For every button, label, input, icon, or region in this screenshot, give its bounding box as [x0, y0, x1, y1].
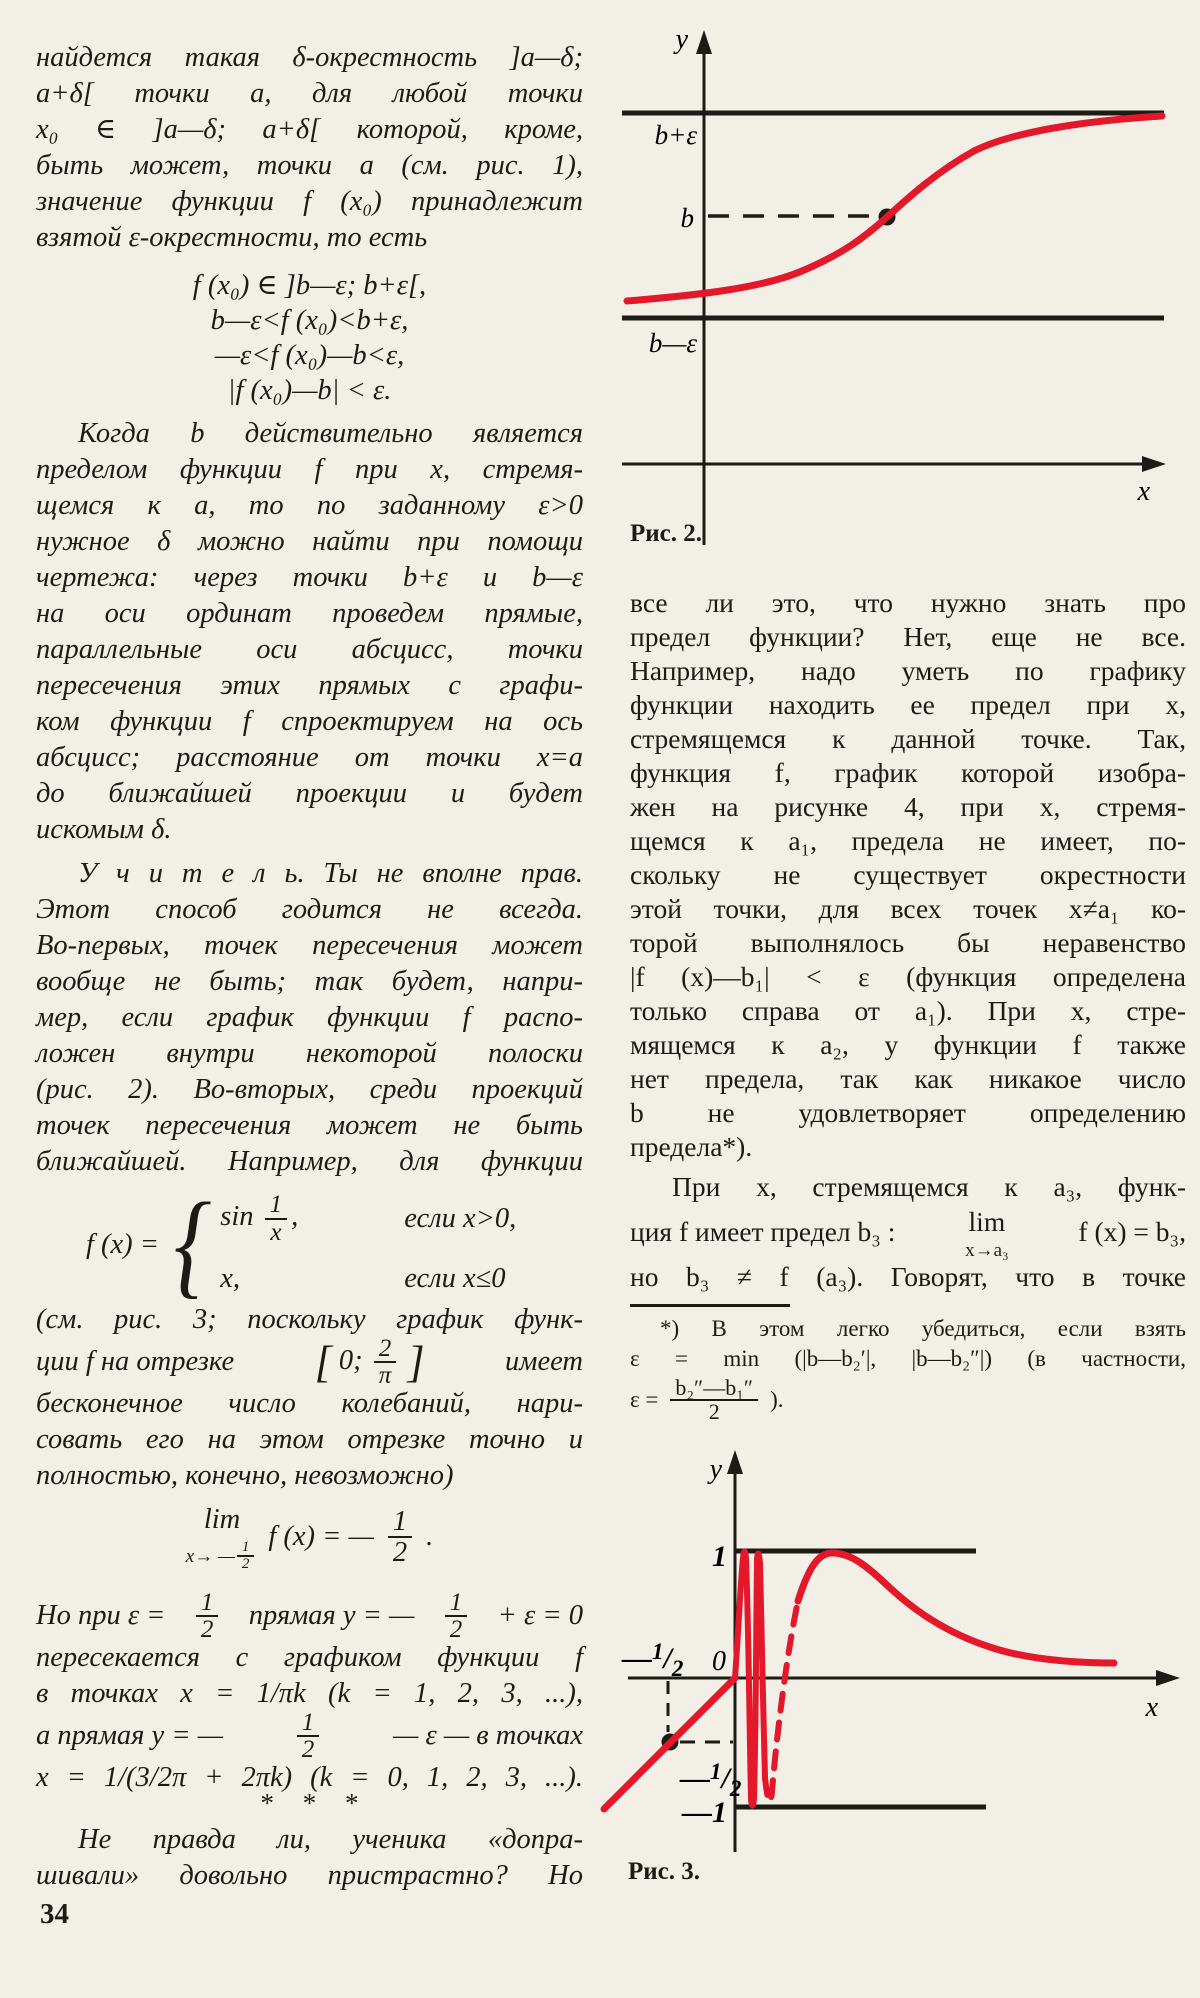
fig3-x-axis-arrow — [1156, 1670, 1180, 1686]
fig2-x-label: x — [1137, 476, 1150, 507]
piecewise-case2-expression: x, — [220, 1263, 241, 1294]
epsilon-line-2: а прямая y = — 1 2 — ε — в точках — [36, 1708, 583, 1763]
text-line: но b₃ ≠ f (a₃). Говорят, что в точке — [630, 1261, 1186, 1292]
text-line: (рис. 2). Во-вторых, среди проекций — [36, 1074, 583, 1105]
formula-block-epsilon — [36, 268, 583, 408]
text-line: пересечения этих прямых с графи- — [36, 670, 583, 701]
right-paragraph-1 — [630, 586, 1186, 1164]
section-divider-stars: * * * — [260, 1788, 359, 1818]
text-line: абсцисс; расстояние от точки x=a — [36, 742, 583, 773]
segment-line — [36, 1334, 583, 1389]
text-line: нужное δ можно найти при помощи — [36, 526, 583, 557]
text-line: a+δ[ точки a, для любой точки — [36, 78, 583, 109]
fraction-2-over-pi: $\frac{2}{\pi}$ — [374, 1336, 397, 1389]
text-line: бесконечное число колебаний, нари- — [36, 1388, 583, 1419]
fig3-arch-curve — [798, 1553, 1114, 1663]
text-line: вообще не быть; так будет, напри- — [36, 966, 583, 997]
fraction-one-half: 1 2 — [297, 1710, 320, 1763]
text-line: мящемся к a₂, у функции f также — [630, 1029, 1186, 1060]
text-line: щемся к a, то по заданному ε>0 — [36, 490, 583, 521]
segment-pre: ции f на отрезке — [36, 1346, 235, 1377]
text-line: на оси ординат проведем прямые, — [36, 598, 583, 629]
lim-subscript: x→ — 1 2 — [186, 1540, 259, 1573]
text-line: функция f, график которой изобра- — [630, 757, 1186, 788]
limit-line-b3 — [630, 1204, 1186, 1260]
text-line: Не правда ли, ученика «допра- — [78, 1824, 583, 1855]
text-line: Этот способ годится не всегда. — [36, 894, 583, 925]
figure-2-plot — [560, 18, 1200, 578]
right-bracket: ] — [407, 1337, 425, 1386]
fraction-b-primes: $\frac{\text{b₂″—b₁″}}{2}$ — [670, 1377, 758, 1424]
page-number: 34 — [40, 1898, 69, 1930]
lim-line-post: f (x) = b₃, — [1078, 1216, 1186, 1247]
text-line: торой выполнялось бы неравенство — [630, 927, 1186, 958]
fraction-one-half: 1 2 — [388, 1507, 412, 1567]
piecewise-rows — [220, 1192, 516, 1297]
text-line: нет предела, так как никакое число — [630, 1063, 1186, 1094]
text-line: пересекается с графиком функции f — [36, 1642, 583, 1673]
fig3-x-label: x — [1145, 1692, 1158, 1723]
text-line: предел функции? Нет, еще не все. — [630, 621, 1186, 652]
fig2-y-label: y — [675, 24, 688, 55]
segment-interval — [315, 1336, 425, 1389]
footnote-line: *) В этом легко убедиться, если взять — [660, 1316, 1186, 1341]
text-line: чертежа: через точки b+ε и b—ε — [36, 562, 583, 593]
text-line: Во-первых, точек пересечения может — [36, 930, 583, 961]
left-bracket: [ — [314, 1337, 332, 1386]
fig2-function-curve — [627, 116, 1162, 301]
epsilon-line: Но при ε = $\frac{1}{2}$ прямая y = — 1 2 + ε = 0 — [36, 1588, 583, 1643]
text-line: до ближайшей проекции и будет — [36, 778, 583, 809]
lim-subscript: x→a₃ — [965, 1239, 1009, 1261]
text-line: ближайшей. Например, для функции — [36, 1146, 583, 1177]
piecewise-brace: { — [173, 1178, 212, 1310]
text-line: пределом функции f при x, стремя- — [36, 454, 583, 485]
fraction-1-over-x: $\frac{1}{x}$ — [265, 1192, 288, 1245]
text-line: все ли это, что нужно знать про — [630, 587, 1186, 618]
footnote-line: ε = min (|b—b₂′|, |b—b₂″|) (в частности, — [630, 1346, 1186, 1371]
piecewise-case1-expression: sin $\frac{1}{x}$ , — [220, 1191, 299, 1246]
piecewise-body — [86, 1178, 583, 1310]
piecewise-case1-condition: если x>0, — [404, 1202, 517, 1234]
text-line: щемся к a₁, предела не имеет, по- — [630, 825, 1186, 856]
text-line: этой точки, для всех точек x≠a₁ ко- — [630, 893, 1186, 924]
text-line: У ч и т е л ь. Ты не вполне прав. — [78, 858, 583, 889]
segment-post: имеет — [505, 1346, 583, 1377]
text-line: точек пересечения может не быть — [36, 1110, 583, 1141]
fig2-b-plus-eps-label: b+ε — [654, 120, 697, 150]
lim-word: lim — [203, 1504, 241, 1535]
piecewise-lhs: f (x) = — [86, 1228, 160, 1260]
text-line: полностью, конечно, невозможно) — [36, 1460, 454, 1491]
fig3-dashed-oscillation-rise — [765, 1601, 798, 1801]
text-line: жен на рисунке 4, при x, стремя- — [630, 791, 1186, 822]
fig3-label-minus-half-top: $—^1/_2$ — [622, 1639, 684, 1681]
fig3-label-minus-half-bottom: $—^1/_2$ — [680, 1759, 742, 1801]
figure-3-caption: Рис. 3. — [628, 1858, 701, 1885]
lim-mid: f (x) = — — [268, 1521, 374, 1553]
fig3-label-1: 1 — [712, 1540, 727, 1573]
text-line: —ε<f (x₀)—b<ε, — [214, 340, 405, 371]
text-line: быть может, точки a (см. рис. 1), — [36, 150, 583, 181]
text-line: При x, стремящемся к a₃, функ- — [672, 1171, 1186, 1202]
fig3-y-axis-arrow — [727, 1450, 743, 1474]
text-line: параллельные оси абсцисс, точки — [36, 634, 583, 665]
text-line: |f (x₀)—b| < ε. — [227, 375, 392, 406]
left-paragraph-3 — [36, 856, 583, 1180]
fig3-label-minus-1: —1 — [682, 1796, 727, 1829]
fraction-one-half: $\frac{1}{2}$ — [196, 1590, 219, 1643]
text-line: взятой ε-окрестности, то есть — [36, 222, 428, 253]
lim-word: lim — [968, 1205, 1006, 1237]
footnote-fraction-line: ε = $\frac{\text{b₂″—b₁″}}{2}$ ). — [630, 1374, 784, 1424]
fig2-x-axis-arrow — [1142, 456, 1166, 472]
fig2-y-axis-arrow — [696, 30, 712, 54]
text-line: в точках x = 1/πk (k = 1, 2, 3, ...), — [36, 1678, 583, 1709]
fraction-sub-half: 1 2 — [237, 1540, 255, 1573]
text-line: f (x₀) ∈ ]b—ε; b+ε[, — [192, 270, 427, 301]
fig3-y-label: y — [709, 1454, 722, 1485]
right-paragraph-2 — [630, 1170, 1186, 1294]
text-line: значение функции f (x₀) принадлежит — [36, 186, 583, 217]
text-line: ложен внутри некоторой полоски — [36, 1038, 583, 1069]
left-paragraph-2 — [36, 416, 583, 848]
text-line: искомым δ. — [36, 814, 172, 845]
text-line: x₀ ∈ ]a—δ; a+δ[ которой, кроме, — [36, 114, 583, 145]
lim-stack — [186, 1502, 259, 1573]
text-line: функции находить ее предел при x, — [630, 689, 1186, 720]
figure-3-plot — [300, 1434, 1200, 1894]
text-line: найдется такая δ-окрестность ]a—δ; — [36, 42, 583, 73]
left-paragraph-1 — [36, 40, 583, 256]
footnote-rule — [630, 1304, 790, 1307]
piecewise-case2-condition: если x≤0 — [404, 1263, 506, 1294]
text-line: b не удовлетворяет определению — [630, 1097, 1186, 1128]
text-line: ком функции f спроектируем на ось — [36, 706, 583, 737]
text-line: стремящемся к данной точке. Так, — [630, 723, 1186, 754]
fig2-b-label: b — [680, 203, 694, 233]
text-line: (см. рис. 3; поскольку график функ- — [36, 1304, 583, 1335]
text-line: Например, надо уметь по графику — [630, 655, 1186, 686]
figure-2-caption: Рис. 2. — [630, 520, 703, 547]
text-line: Когда b действительно является — [78, 418, 583, 449]
text-line: совать его на этом отрезке точно и — [36, 1424, 583, 1455]
text-line: x = 1/(3/2π + 2πk) (k = 0, 1, 2, 3, ...). — [36, 1762, 583, 1793]
lim-stack — [965, 1205, 1009, 1260]
fig2-b-minus-eps-label: b—ε — [648, 328, 697, 358]
text-line: шивали» довольно пристрастно? Но — [36, 1860, 583, 1891]
text-line: скольку не существует окрестности — [630, 859, 1186, 890]
footnote — [630, 1314, 1186, 1426]
text-line: |f (x)—b₁| < ε (функция определена — [630, 961, 1186, 992]
interval-zero: 0; — [338, 1344, 363, 1376]
text-line: предела*). — [630, 1131, 753, 1162]
piecewise-function-formula — [36, 1178, 583, 1310]
sin-label: sin — [220, 1201, 254, 1233]
lim-line-pre: ция f имеет предел b₃ : — [630, 1216, 896, 1247]
fraction-one-half: 1 2 — [445, 1590, 468, 1643]
text-line: мер, если график функции f распо- — [36, 1002, 583, 1033]
text-line: только справа от a₁). При x, стре- — [630, 995, 1186, 1026]
lim-period: . — [426, 1521, 434, 1553]
fig3-label-0: 0 — [712, 1646, 726, 1677]
text-line: b—ε<f (x₀)<b+ε, — [210, 305, 409, 336]
